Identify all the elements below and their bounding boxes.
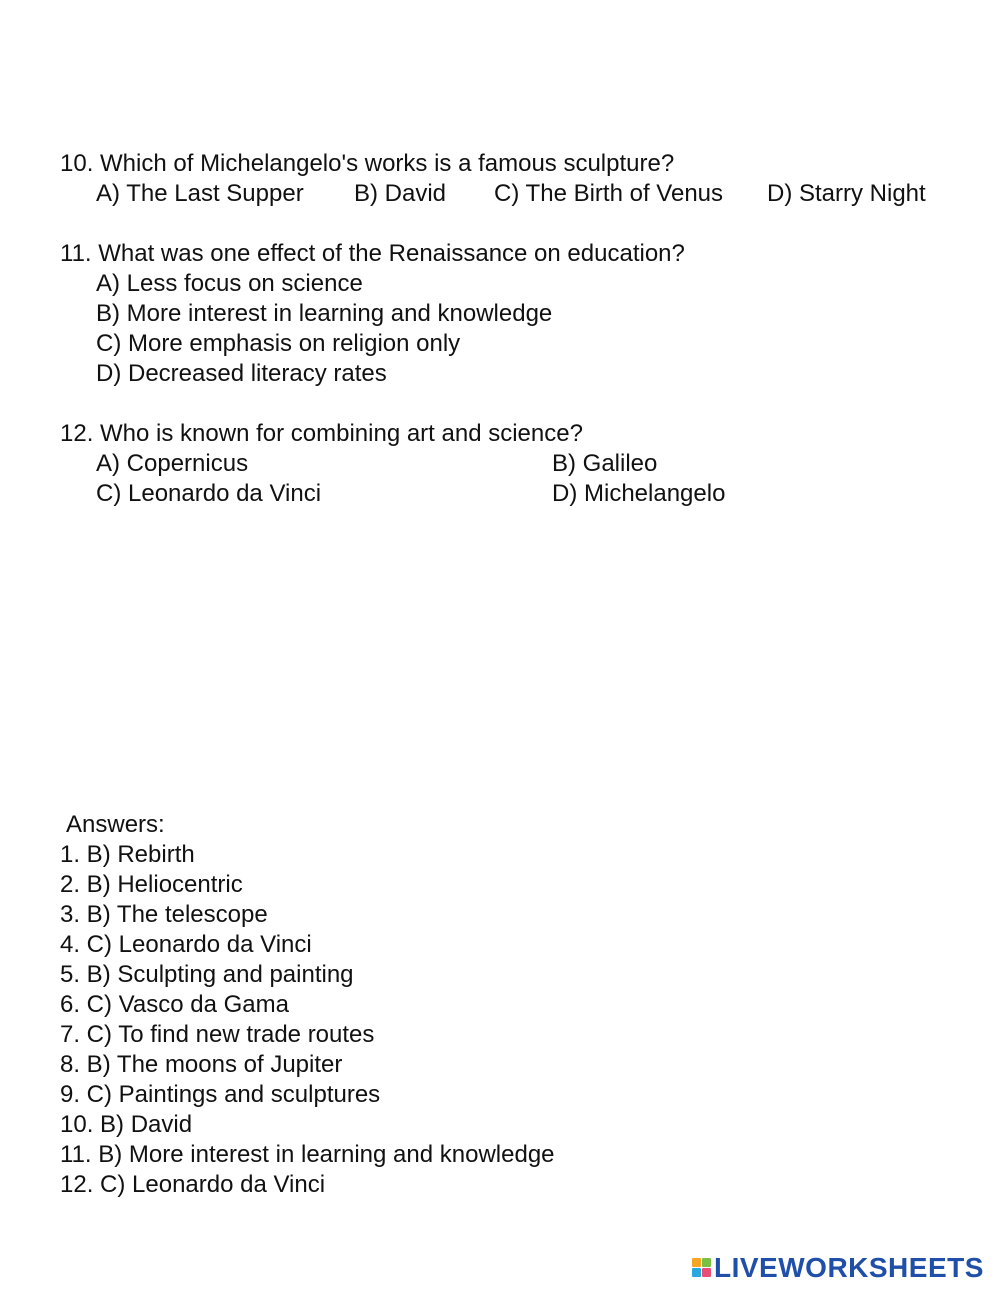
q11-option-b: B) More interest in learning and knowledge <box>96 300 553 327</box>
liveworksheets-logo <box>692 1253 984 1283</box>
q11-option-a: A) Less focus on science <box>96 270 363 297</box>
answer-item: 5. B) Sculpting and painting <box>60 961 354 988</box>
q11-option-d: D) Decreased literacy rates <box>96 360 387 387</box>
q10-option-b: B) David <box>354 180 447 207</box>
liveworksheets-logo-text: LIVEWORKSHEETS <box>714 1252 984 1283</box>
q12-option-b: B) Galileo <box>552 450 658 477</box>
question-11-text: 11. What was one effect of the Renaissance on education? <box>60 240 685 267</box>
answer-item: 8. B) The moons of Jupiter <box>60 1051 343 1078</box>
answer-item: 4. C) Leonardo da Vinci <box>60 931 312 958</box>
answer-item: 2. B) Heliocentric <box>60 871 243 898</box>
answer-item: 11. B) More interest in learning and knowledge <box>60 1141 555 1168</box>
liveworksheets-logo-icon <box>692 1253 712 1283</box>
answer-item: 6. C) Vasco da Gama <box>60 991 289 1018</box>
answer-item: 7. C) To find new trade routes <box>60 1021 375 1048</box>
answers-heading: Answers: <box>66 811 165 838</box>
q12-option-d: D) Michelangelo <box>552 480 726 507</box>
q10-option-c: C) The Birth of Venus <box>494 180 724 207</box>
logo-square-1 <box>692 1258 701 1267</box>
q11-option-c: C) More emphasis on religion only <box>96 330 461 357</box>
answer-item: 1. B) Rebirth <box>60 841 195 868</box>
q12-option-a: A) Copernicus <box>96 450 249 477</box>
answer-item: 12. C) Leonardo da Vinci <box>60 1171 326 1198</box>
q12-option-c: C) Leonardo da Vinci <box>96 480 322 507</box>
question-12-text: 12. Who is known for combining art and science? <box>60 420 583 447</box>
answer-item: 9. C) Paintings and sculptures <box>60 1081 381 1108</box>
q10-option-d: D) Starry Night <box>767 180 926 207</box>
question-10-text: 10. Which of Michelangelo's works is a famous sculpture? <box>60 150 675 177</box>
q10-option-a: A) The Last Supper <box>96 180 304 207</box>
answer-item: 10. B) David <box>60 1111 193 1138</box>
logo-square-2 <box>702 1258 711 1267</box>
logo-square-4 <box>702 1268 711 1277</box>
answer-item: 3. B) The telescope <box>60 901 268 928</box>
logo-square-3 <box>692 1268 701 1277</box>
